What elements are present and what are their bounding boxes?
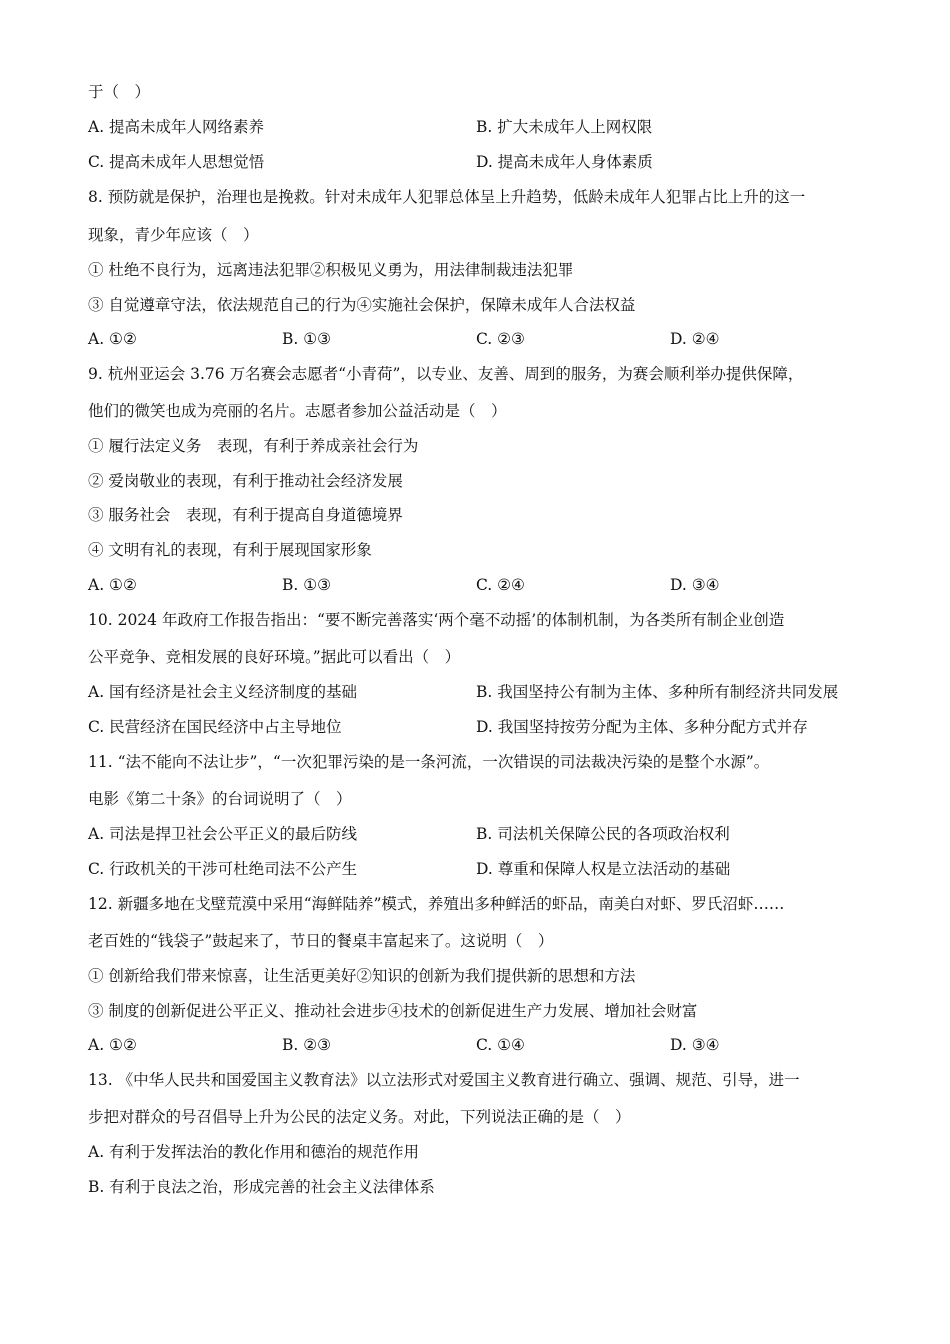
q12-statement-2: ③ 制度的创新促进公平正义、推动社会进步④技术的创新促进生产力发展、增加社会财富 bbox=[88, 1002, 698, 1020]
q12-option-c: C. ①④ bbox=[476, 1036, 525, 1054]
q12-option-d: D. ③④ bbox=[670, 1036, 720, 1054]
q8-stem-line2: 现象，青少年应该（ ） bbox=[88, 226, 259, 244]
q7-option-b: B. 扩大未成年人上网权限 bbox=[476, 118, 653, 136]
q7-stem-tail: 于（ ） bbox=[88, 83, 151, 101]
q13-option-a: A. 有利于发挥法治的教化作用和德治的规范作用 bbox=[88, 1143, 420, 1161]
q8-statement-1: ① 杜绝不良行为，远离违法犯罪②积极见义勇为，用法律制裁违法犯罪 bbox=[88, 261, 574, 279]
q8-option-c: C. ②③ bbox=[476, 330, 525, 348]
q10-option-a: A. 国有经济是社会主义经济制度的基础 bbox=[88, 683, 358, 701]
q9-statement-2: ② 爱岗敬业的表现，有利于推动社会经济发展 bbox=[88, 472, 403, 490]
q10-option-b: B. 我国坚持公有制为主体、多种所有制经济共同发展 bbox=[476, 683, 839, 701]
q8-stem-line1: 8. 预防就是保护，治理也是挽救。针对未成年人犯罪总体呈上升趋势，低龄未成年人犯罪占比上升的这一 bbox=[88, 188, 806, 206]
q9-option-b: B. ①③ bbox=[282, 576, 332, 594]
q9-statement-4: ④ 文明有礼的表现，有利于展现国家形象 bbox=[88, 541, 372, 559]
q10-stem-line1: 10. 2024 年政府工作报告指出：“要不断完善落实‘两个毫不动摇’的体制机制，为各类所有制企业创造 bbox=[88, 611, 785, 629]
q10-option-d: D. 我国坚持按劳分配为主体、多种分配方式并存 bbox=[476, 718, 808, 736]
q10-stem-line2: 公平竞争、竞相发展的良好环境。”据此可以看出（ ） bbox=[88, 648, 461, 666]
q11-option-c: C. 行政机关的干涉可杜绝司法不公产生 bbox=[88, 860, 358, 878]
q9-option-c: C. ②④ bbox=[476, 576, 525, 594]
q9-statement-3: ③ 服务社会 表现，有利于提高自身道德境界 bbox=[88, 506, 403, 524]
q9-statement-1: ① 履行法定义务 表现，有利于养成亲社会行为 bbox=[88, 437, 419, 455]
q11-option-d: D. 尊重和保障人权是立法活动的基础 bbox=[476, 860, 731, 878]
q11-option-b: B. 司法机关保障公民的各项政治权利 bbox=[476, 825, 730, 843]
q13-option-b: B. 有利于良法之治，形成完善的社会主义法律体系 bbox=[88, 1178, 435, 1196]
q8-statement-2: ③ 自觉遵章守法，依法规范自己的行为④实施社会保护，保障未成年人合法权益 bbox=[88, 296, 636, 314]
q9-stem-line2: 他们的微笑也成为亮丽的名片。志愿者参加公益活动是（ ） bbox=[88, 402, 507, 420]
q12-option-b: B. ②③ bbox=[282, 1036, 332, 1054]
q9-option-a: A. ①② bbox=[88, 576, 137, 594]
q12-statement-1: ① 创新给我们带来惊喜，让生活更美好②知识的创新为我们提供新的思想和方法 bbox=[88, 967, 636, 985]
q13-stem-line2: 步把对群众的号召倡导上升为公民的法定义务。对此，下列说法正确的是（ ） bbox=[88, 1108, 631, 1126]
q11-option-a: A. 司法是捍卫社会公平正义的最后防线 bbox=[88, 825, 358, 843]
q11-stem-line2: 电影《第二十条》的台词说明了（ ） bbox=[88, 790, 352, 808]
q11-stem-line1: 11. “法不能向不法让步”，“一次犯罪污染的是一条河流，一次错误的司法裁决污染的是整个水源”。 bbox=[88, 753, 770, 771]
q7-option-c: C. 提高未成年人思想觉悟 bbox=[88, 153, 265, 171]
q8-option-a: A. ①② bbox=[88, 330, 137, 348]
q8-option-d: D. ②④ bbox=[670, 330, 720, 348]
q12-option-a: A. ①② bbox=[88, 1036, 137, 1054]
q7-option-a: A. 提高未成年人网络素养 bbox=[88, 118, 265, 136]
q9-stem-line1: 9. 杭州亚运会 3.76 万名赛会志愿者“小青荷”，以专业、友善、周到的服务，为赛会顺利举办提供保障， bbox=[88, 365, 804, 383]
q13-stem-line1: 13. 《中华人民共和国爱国主义教育法》以立法形式对爱国主义教育进行确立、强调、规范、引导，进一 bbox=[88, 1071, 800, 1089]
q12-stem-line1: 12. 新疆多地在戈壁荒漠中采用“海鲜陆养”模式，养殖出多种鲜活的虾品，南美白对虾、罗氏沼虾…… bbox=[88, 895, 785, 913]
q12-stem-line2: 老百姓的“钱袋子”鼓起来了，节日的餐桌丰富起来了。这说明（ ） bbox=[88, 932, 554, 950]
q7-option-d: D. 提高未成年人身体素质 bbox=[476, 153, 653, 171]
q10-option-c: C. 民营经济在国民经济中占主导地位 bbox=[88, 718, 342, 736]
q9-option-d: D. ③④ bbox=[670, 576, 720, 594]
q8-option-b: B. ①③ bbox=[282, 330, 332, 348]
